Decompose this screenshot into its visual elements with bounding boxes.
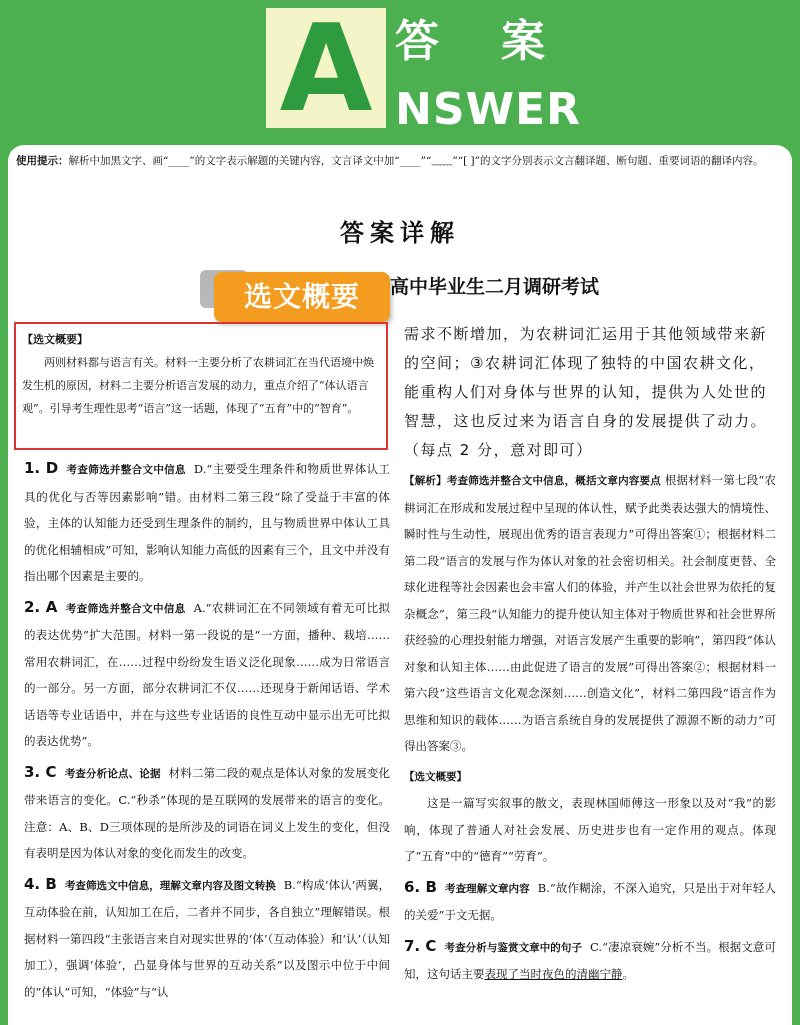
usage-tip [16, 150, 780, 172]
answer-number: 4. B [24, 874, 57, 893]
answer-text: A.“农耕词汇在不同领域有着无可比拟的表达优势”扩大范围。材料一第一段说的是“一方面，播种、栽培……常用农耕词汇，在……过程中纷纷发生语义泛化现象……成为日常语言的一部分。另一方面，部分农耕词汇不仅……还现身于新闻话语、学术话语等专业话语中，并在与这些专业话语的良性互动中显示出无可比拟的表达优势”。 [24, 600, 391, 748]
summary-box [14, 322, 388, 450]
answer-text-end: 。 [622, 967, 634, 981]
answer-item-2 [24, 594, 390, 755]
tip-label: 使用提示： [16, 155, 69, 167]
answer-tag: 考查理解文章内容 [444, 882, 530, 895]
analysis-5 [404, 467, 776, 760]
answer-item-3 [24, 759, 390, 867]
summary-title: 【选文概要】 [22, 333, 88, 346]
answer-text: D.“主要受生理条件和物质世界体认工具的优化与否等因素影响”错。由材料二第三段“除了受益于丰富的体验，主体的认知能力还受到生理条件的制约，且与物质世界中体认工具的优化相辅相成”可知，影响认知能力高低的因素有三个，且文中并没有指出哪个因素是主要的。 [24, 462, 391, 583]
answer-number: 7. C [404, 936, 437, 955]
right-column [404, 320, 776, 992]
analysis-text: 根据材料一第七段“农耕词汇在形成和发展过程中呈现的体认性，赋予此类表达强大的情境性、瞬时性与生动性，展现出优秀的语言表现力”可得出答案①；根据材料二第二段“语言的发展与作为体认对象的社会密切相关。社会制度更替、全球化进程等社会因素也会丰富人们的体验，并产生以社会世界为依托的复杂概念”，第三段“认知能力的提升使认知主体对于物质世界和社会世界所获经验的心理投射能力增强，对语言发展产生重要的影响”，第四段“体认对象和认知主体……由此促进了语言的发展”可得出答案②；根据材料一第六段“这些语言文化观念深刻……创造文化”，材料二第四段“语言作为思维和知识的载体……为语言系统自身的发展提供了源源不断的动力”可得出答案③。 [404, 473, 777, 753]
answer-tag: 考查筛选并整合文中信息 [65, 602, 186, 615]
answer-item-1 [24, 455, 390, 590]
header-letter-a: A [266, 8, 386, 128]
answer-tag: 考查筛选文中信息，理解文章内容及图文转换 [64, 879, 276, 892]
answer-text: C.“凄凉衰婉”分析不当。根据文意可知，这句话主要 [404, 939, 777, 981]
answer-tag: 考查分析与鉴赏文章中的句子 [444, 941, 583, 954]
answer-tag: 考查分析论点、论据 [64, 767, 161, 780]
answer-tag: 考查筛选并整合文中信息 [66, 464, 186, 476]
summary2-title: 【选文概要】 [404, 770, 467, 783]
answer-underlined-text: 表现了当时夜色的清幽宁静 [484, 967, 623, 981]
answer-number: 2. A [24, 597, 58, 616]
answer-number: 3. C [24, 762, 57, 781]
summary2-body: 这是一篇写实叙事的散文，表现林国师傅这一形象以及对“我”的影响，体现了普通人对社会发展、历史进步也有一定作用的观点。体现了“五育”中的“德育”“劳育”。 [404, 796, 776, 863]
answer-text: B.“故作糊涂，不深入追究，只是出于对年轻人的关爱”于文无据。 [404, 880, 776, 922]
answer-text: B.“构成‘体认’两翼，互动体验在前，认知加工在后，二者并不同步，各自独立”理解错误。根据材料一第四段“主张语言来自对现实世界的‘体’（互动体验）和‘认’（认知加工），强调‘体验’，凸显身体与世界的互动关系”以及图示中位于中间的“体认”可知，“体验”与“认 [24, 877, 391, 999]
summary-body: 两则材料都与语言有关。材料一主要分析了农耕词汇在当代语境中焕发生机的原因，材料二主要分析语言发展的动力，重点介绍了“体认语言观”。引导考生理性思考“语言”这一话题，体现了“五育”中的“智育”。 [22, 356, 374, 415]
header-en-title: NSWER [395, 84, 581, 135]
answer-item-6 [404, 874, 776, 929]
answer-header [0, 0, 800, 150]
answer-text: 材料二第二段的观点是体认对象的发展变化带来语言的变化。C.“秒杀”体现的是互联网的发展带来的语言的变化。注意：A、B、D三项体现的是所涉及的词语在词义上发生的变化，但没有表明是因为体认对象的变化而发生的改变。 [24, 765, 391, 860]
tip-text: 解析中加黑文字、画“____”的文字表示解题的关键内容，文言译文中加“____”“﹏﹏”“[ ]”的文字分别表示文言翻译题、断句题、重要词语的翻译内容。 [68, 155, 764, 167]
answer-number: 1. D [24, 459, 59, 477]
header-cn-title: 答案 [395, 16, 607, 67]
answer-number: 6. B [404, 877, 437, 896]
exam-title: 高中毕业生二月调研考试 [390, 276, 600, 298]
left-column [24, 455, 390, 1009]
answer-item-7 [404, 933, 776, 988]
analysis-tag: 【解析】考查筛选并整合文中信息，概括文章内容要点 [404, 475, 661, 487]
page-title: 答案详解 [340, 219, 460, 247]
answer-item-4 [24, 871, 390, 1006]
answer-5-continued: 需求不断增加，为农耕词汇运用于其他领域带来新的空间；③农耕词汇体现了独特的中国农耕文化，能重构人们对身体与世界的认知，提供为人处世的智慧，这也反过来为语言自身的发展提供了动力。（每点 2 分，意对即可） [404, 325, 768, 459]
summary-badge: 选文概要 [214, 272, 390, 322]
